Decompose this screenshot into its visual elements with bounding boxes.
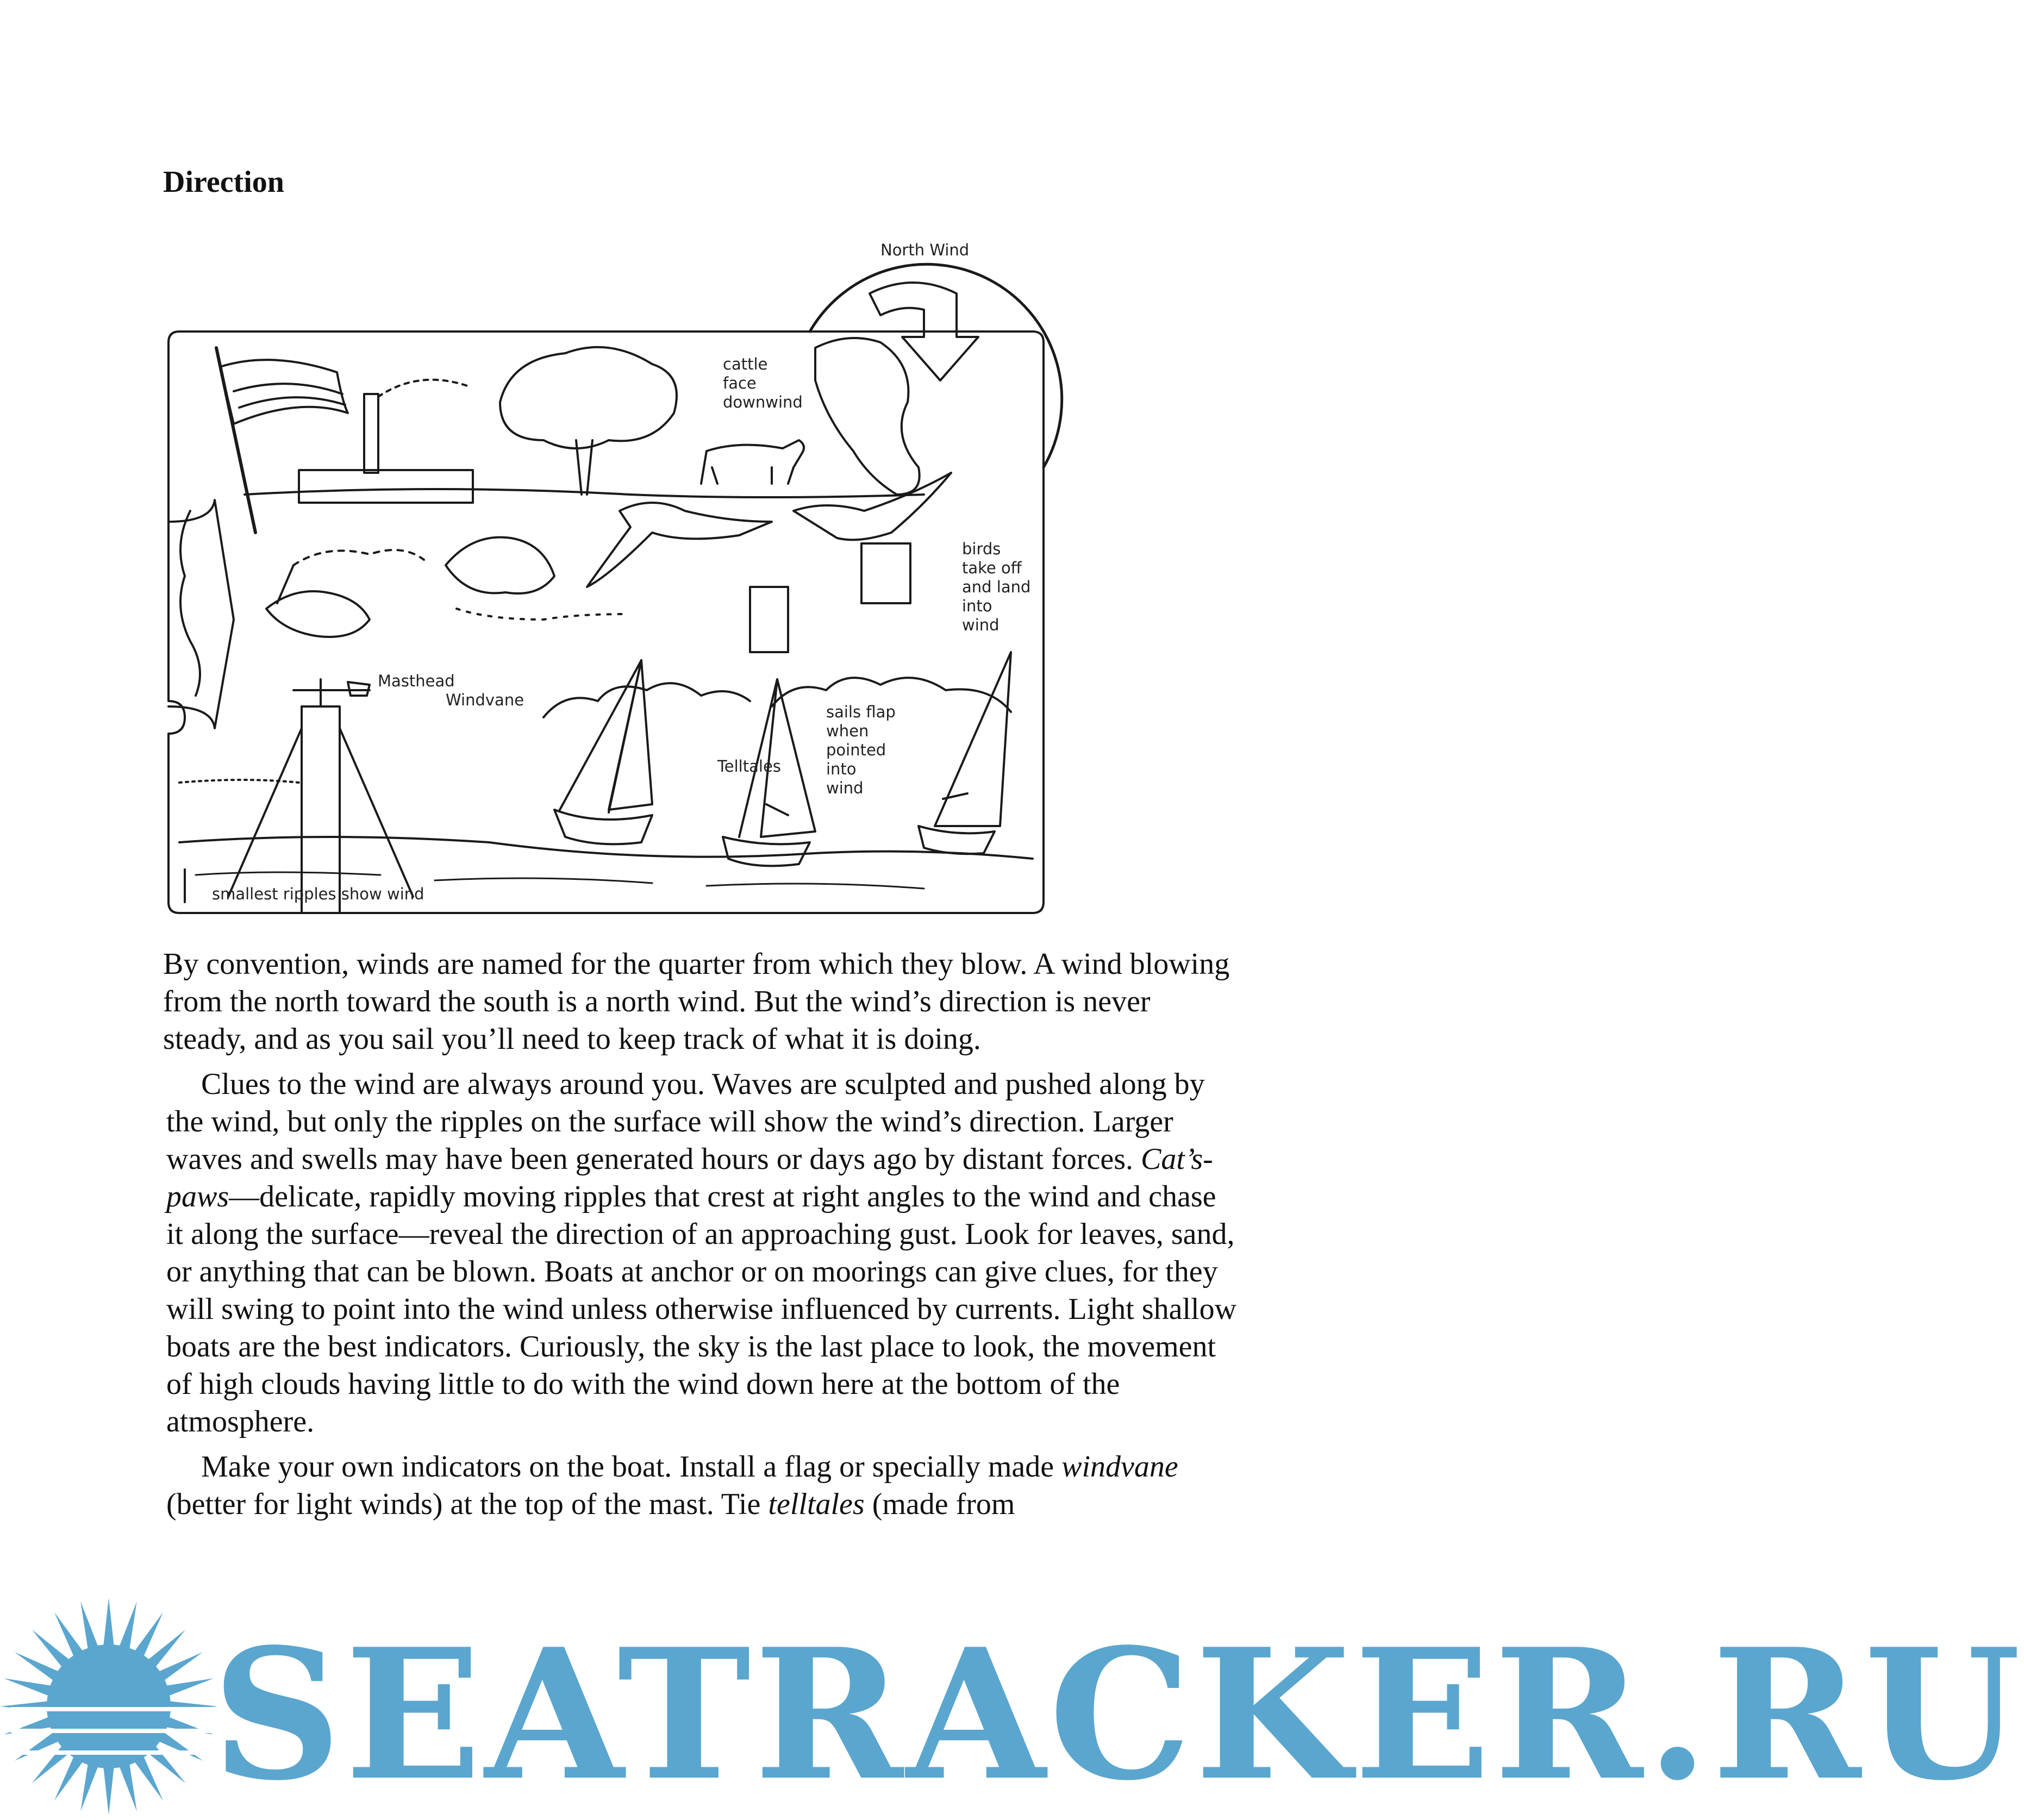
svg-text:sails flap: sails flap	[826, 703, 896, 721]
svg-text:Telltales: Telltales	[717, 757, 781, 775]
term-telltales: telltales	[768, 1487, 865, 1521]
svg-text:wind: wind	[826, 779, 864, 797]
sun-ray	[54, 1755, 84, 1800]
flag	[220, 360, 348, 424]
sun-ray	[119, 1602, 137, 1650]
piling-left	[750, 587, 788, 652]
hand-sand	[446, 537, 554, 593]
sun-ray	[80, 1602, 98, 1650]
body-text	[163, 946, 1239, 1531]
sun-ray	[103, 1766, 114, 1815]
svg-text:and land: and land	[962, 578, 1031, 596]
mast-pole	[302, 706, 340, 913]
svg-text:when: when	[826, 722, 869, 740]
svg-text:downwind: downwind	[723, 393, 803, 411]
svg-text:into: into	[826, 760, 857, 778]
svg-text:smallest ripples show wind: smallest ripples show wind	[212, 885, 424, 903]
svg-text:wind: wind	[962, 616, 999, 634]
watermark-text: SEATRACKER.RU	[212, 1609, 2024, 1820]
sun-ray	[134, 1612, 163, 1658]
sun-disc	[47, 1644, 171, 1768]
sun-ray	[103, 1598, 114, 1647]
sun-ray	[158, 1731, 203, 1761]
term-windvane: windvane	[1061, 1450, 1178, 1484]
sun-icon	[0, 1598, 217, 1815]
factory	[299, 470, 473, 503]
section-heading: Direction	[163, 165, 284, 199]
hand-cigarette	[266, 591, 370, 637]
bird-perched	[794, 473, 951, 540]
map-circle	[810, 264, 1062, 467]
paragraph-3: Make your own indicators on the boat. Install a flag or specially made windvane (better for light winds) at the top of the mast. Tie telltales (made from	[166, 1450, 1178, 1521]
tree	[500, 347, 677, 448]
cattle	[701, 440, 804, 484]
sun-ray	[54, 1612, 84, 1658]
sailboat-1	[554, 810, 652, 844]
sailboat-2	[723, 837, 810, 866]
svg-text:North Wind: North Wind	[880, 241, 970, 259]
bird-flying	[587, 503, 772, 587]
wind-face	[180, 511, 200, 696]
sun-ray	[15, 1652, 60, 1681]
paragraph-2: Clues to the wind are always around you. Waves are sculpted and pushed along by the wind, but only the ripples on the surface will show the wind’s direction. Larger waves and swells may have been generated hours or days ago by distant forces. Cat’s-paws—delicate, rapidly moving ripples that crest at right angles to the wind and chase it along the surface—reveal the direction of an approaching gust. Look for leaves, sand, or anything that can be blown. Boats at anchor or on moorings can give clues, for they will swing to point into the wind unless otherwise influenced by currents. Light shallow boats are the best indicators. Curiously, the sky is the last place to look, the movement of high clouds having little to do with the wind down here at the bottom of the atmosphere.	[166, 1067, 1237, 1439]
svg-text:Windvane: Windvane	[446, 691, 524, 709]
sun-ray	[15, 1731, 60, 1761]
sun-ray	[119, 1762, 137, 1811]
term-cats-paws: Cat’s-paws	[166, 1142, 1213, 1214]
svg-text:take off: take off	[962, 559, 1022, 577]
sun-ray	[158, 1652, 203, 1681]
sun-ray	[80, 1762, 98, 1811]
paragraph-1: By convention, winds are named for the quarter from which they blow. A wind blowing from the north toward the south is a north wind. But the wind’s direction is never steady, and as you sail you’ll need to keep track of what it is doing.	[163, 947, 1230, 1056]
svg-text:cattle: cattle	[723, 355, 768, 373]
sun-ray	[134, 1755, 163, 1800]
svg-text:into: into	[962, 597, 992, 615]
wind-clues-illustration	[163, 239, 1065, 924]
svg-text:pointed: pointed	[826, 741, 886, 759]
svg-text:face: face	[723, 374, 757, 392]
piling-right	[861, 543, 910, 603]
svg-text:Masthead: Masthead	[378, 672, 455, 690]
sun-ray	[4, 1678, 53, 1696]
sailboat-3	[919, 826, 995, 854]
sun-ray	[165, 1678, 214, 1696]
svg-text:birds: birds	[962, 540, 1001, 558]
panel-frame	[168, 332, 1044, 913]
